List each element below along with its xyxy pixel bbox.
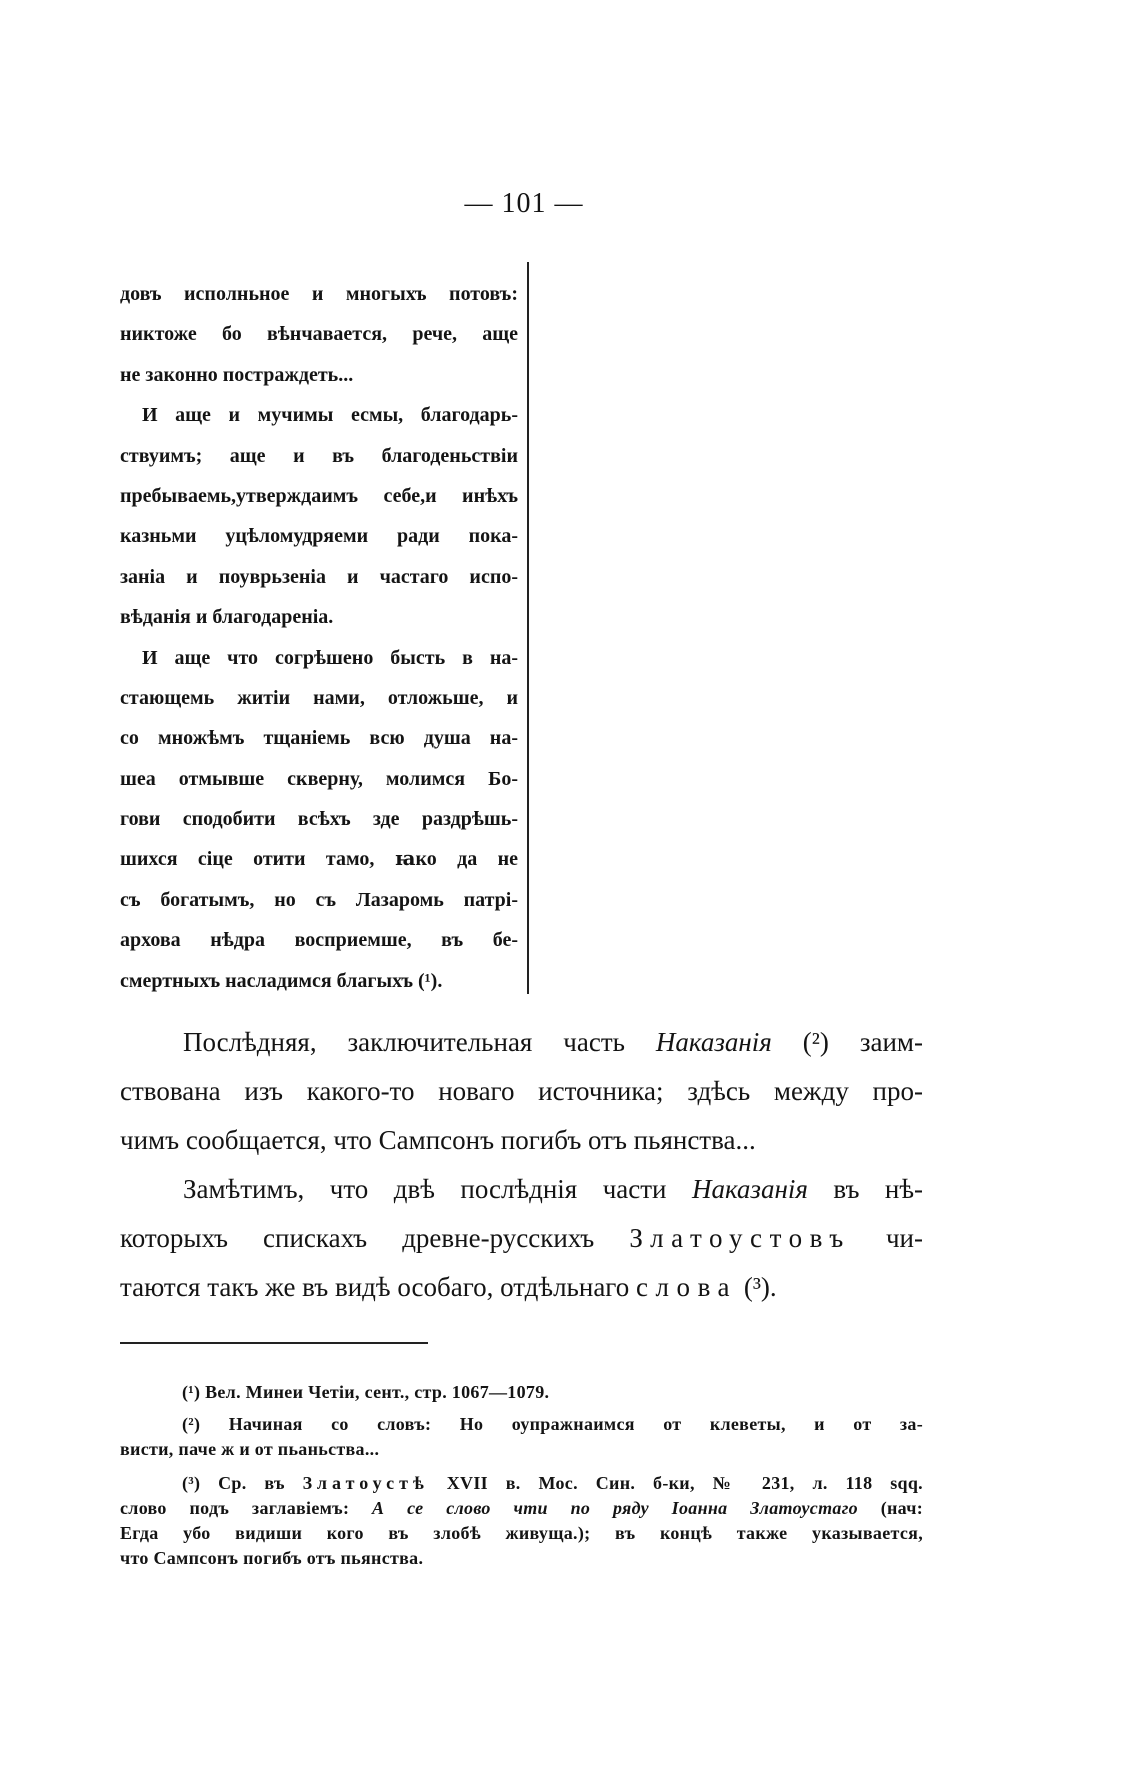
body-text: чи-: [850, 1223, 923, 1253]
column-line: ствуимъ; аще и въ благоденьствіи: [120, 444, 518, 467]
column-line: пребываемь,утверждаимъ себе,и инѣхъ: [120, 484, 518, 507]
column-line: И аще и мучимы есмы, благодарь-: [142, 404, 518, 427]
footnote-text: Егда убо видиши кого въ злобѣ живуща.); въ концѣ также указывается,: [120, 1523, 923, 1543]
body-line: [120, 1116, 923, 1165]
column-line: никтоже бо вѣнчавается, рече, аще: [120, 323, 518, 346]
footnote-text: XVII в. Мос. Син. б-ки, № 231, л. 118 sqq.: [428, 1473, 923, 1493]
body-text: ствована изъ какого-то новаго источника; здѣсь между про-: [120, 1076, 923, 1106]
column-line: смертныхъ насладимся благыхъ (¹).: [120, 969, 443, 992]
footnote-3: [120, 1471, 923, 1571]
spaced-word: Златоустѣ: [302, 1473, 429, 1493]
body-text: которыхъ спискахъ древне-русскихъ: [120, 1223, 630, 1253]
column-line: гови сподобити всѣхъ зде раздрѣшь-: [120, 808, 518, 831]
column-line: съ богатымъ, но съ Лазаромь патрі-: [120, 888, 518, 911]
body-text: таются такъ же въ видѣ особаго, отдѣльнаго: [120, 1272, 636, 1302]
footnote-line: [120, 1546, 923, 1571]
body-line: [120, 1018, 923, 1067]
body-line: [120, 1263, 923, 1312]
body-paragraphs: [120, 1018, 923, 1312]
footnote-text: (¹) Вел. Минеи Четіи, сент., стр. 1067—1079.: [182, 1382, 550, 1402]
footnote-text: (нач:: [857, 1498, 923, 1518]
footnote-line: [120, 1521, 923, 1546]
quoted-text-column: [120, 274, 518, 1001]
italic-title: Наказанія: [691, 1174, 808, 1204]
body-text: Замѣтимъ, что двѣ послѣднія части: [183, 1174, 692, 1204]
column-line: казньми уцѣломудряеми ради пока-: [120, 525, 518, 548]
footnote-text: слово подъ заглавіемъ:: [120, 1498, 373, 1518]
footnote-text: (³) Ср. въ: [182, 1473, 303, 1493]
footnote-separator: [120, 1342, 428, 1344]
column-line: шихся сіце отити тамо, ꙗко да не: [120, 848, 518, 871]
body-line: [120, 1165, 923, 1214]
body-line: [120, 1214, 923, 1263]
column-line: вѣданія и благодареніа.: [120, 606, 334, 629]
body-line: [120, 1067, 923, 1116]
column-line: И аще что согрѣшено бысть в на-: [142, 646, 518, 669]
column-line: стающемь житіи нами, отложьше, и: [120, 686, 518, 709]
footnote-2: [120, 1412, 923, 1462]
column-line: не законно постраждеть...: [120, 363, 354, 386]
footnote-line: [120, 1437, 923, 1462]
footnote-text: висти, паче ж и от пьаньства...: [120, 1439, 380, 1459]
italic-title: А се слово чти по ряду Іоанна Златоустаго: [372, 1498, 858, 1518]
footnote-line: [120, 1471, 923, 1496]
page-number: — 101 —: [464, 188, 584, 219]
column-line: заніа и поуврьзеніа и частаго испо-: [120, 565, 518, 588]
column-line: довъ исполньное и многыхъ потовъ:: [120, 283, 518, 305]
column-line: со множѣмъ тщаніемь всю душа на-: [120, 727, 518, 750]
footnote-text: (²) Начиная со словъ: Но оупражнаимся от клеветы, и от за-: [182, 1414, 923, 1434]
body-text: Послѣдняя, заключительная часть: [183, 1027, 656, 1057]
body-text: (³).: [737, 1272, 777, 1302]
column-rule: [527, 262, 529, 994]
footnote-text: что Сампсонъ погибъ отъ пьянства.: [120, 1548, 424, 1568]
column-line: шеа отмывше скверну, молимся Бо-: [120, 767, 518, 790]
footnote-1: [120, 1380, 923, 1405]
column-line: архова нѣдра восприемше, въ бе-: [120, 929, 518, 952]
italic-title: Наказанія: [655, 1027, 772, 1057]
spaced-word: слова: [635, 1272, 738, 1302]
footnote-line: [120, 1380, 923, 1405]
body-text: въ нѣ-: [807, 1174, 923, 1204]
footnote-line: [120, 1412, 923, 1437]
body-text: чимъ сообщается, что Сампсонъ погибъ отъ пьянства...: [120, 1125, 756, 1155]
footnote-line: [120, 1496, 923, 1521]
body-text: (²) заим-: [771, 1027, 923, 1057]
spaced-word: Златоустовъ: [629, 1223, 851, 1253]
